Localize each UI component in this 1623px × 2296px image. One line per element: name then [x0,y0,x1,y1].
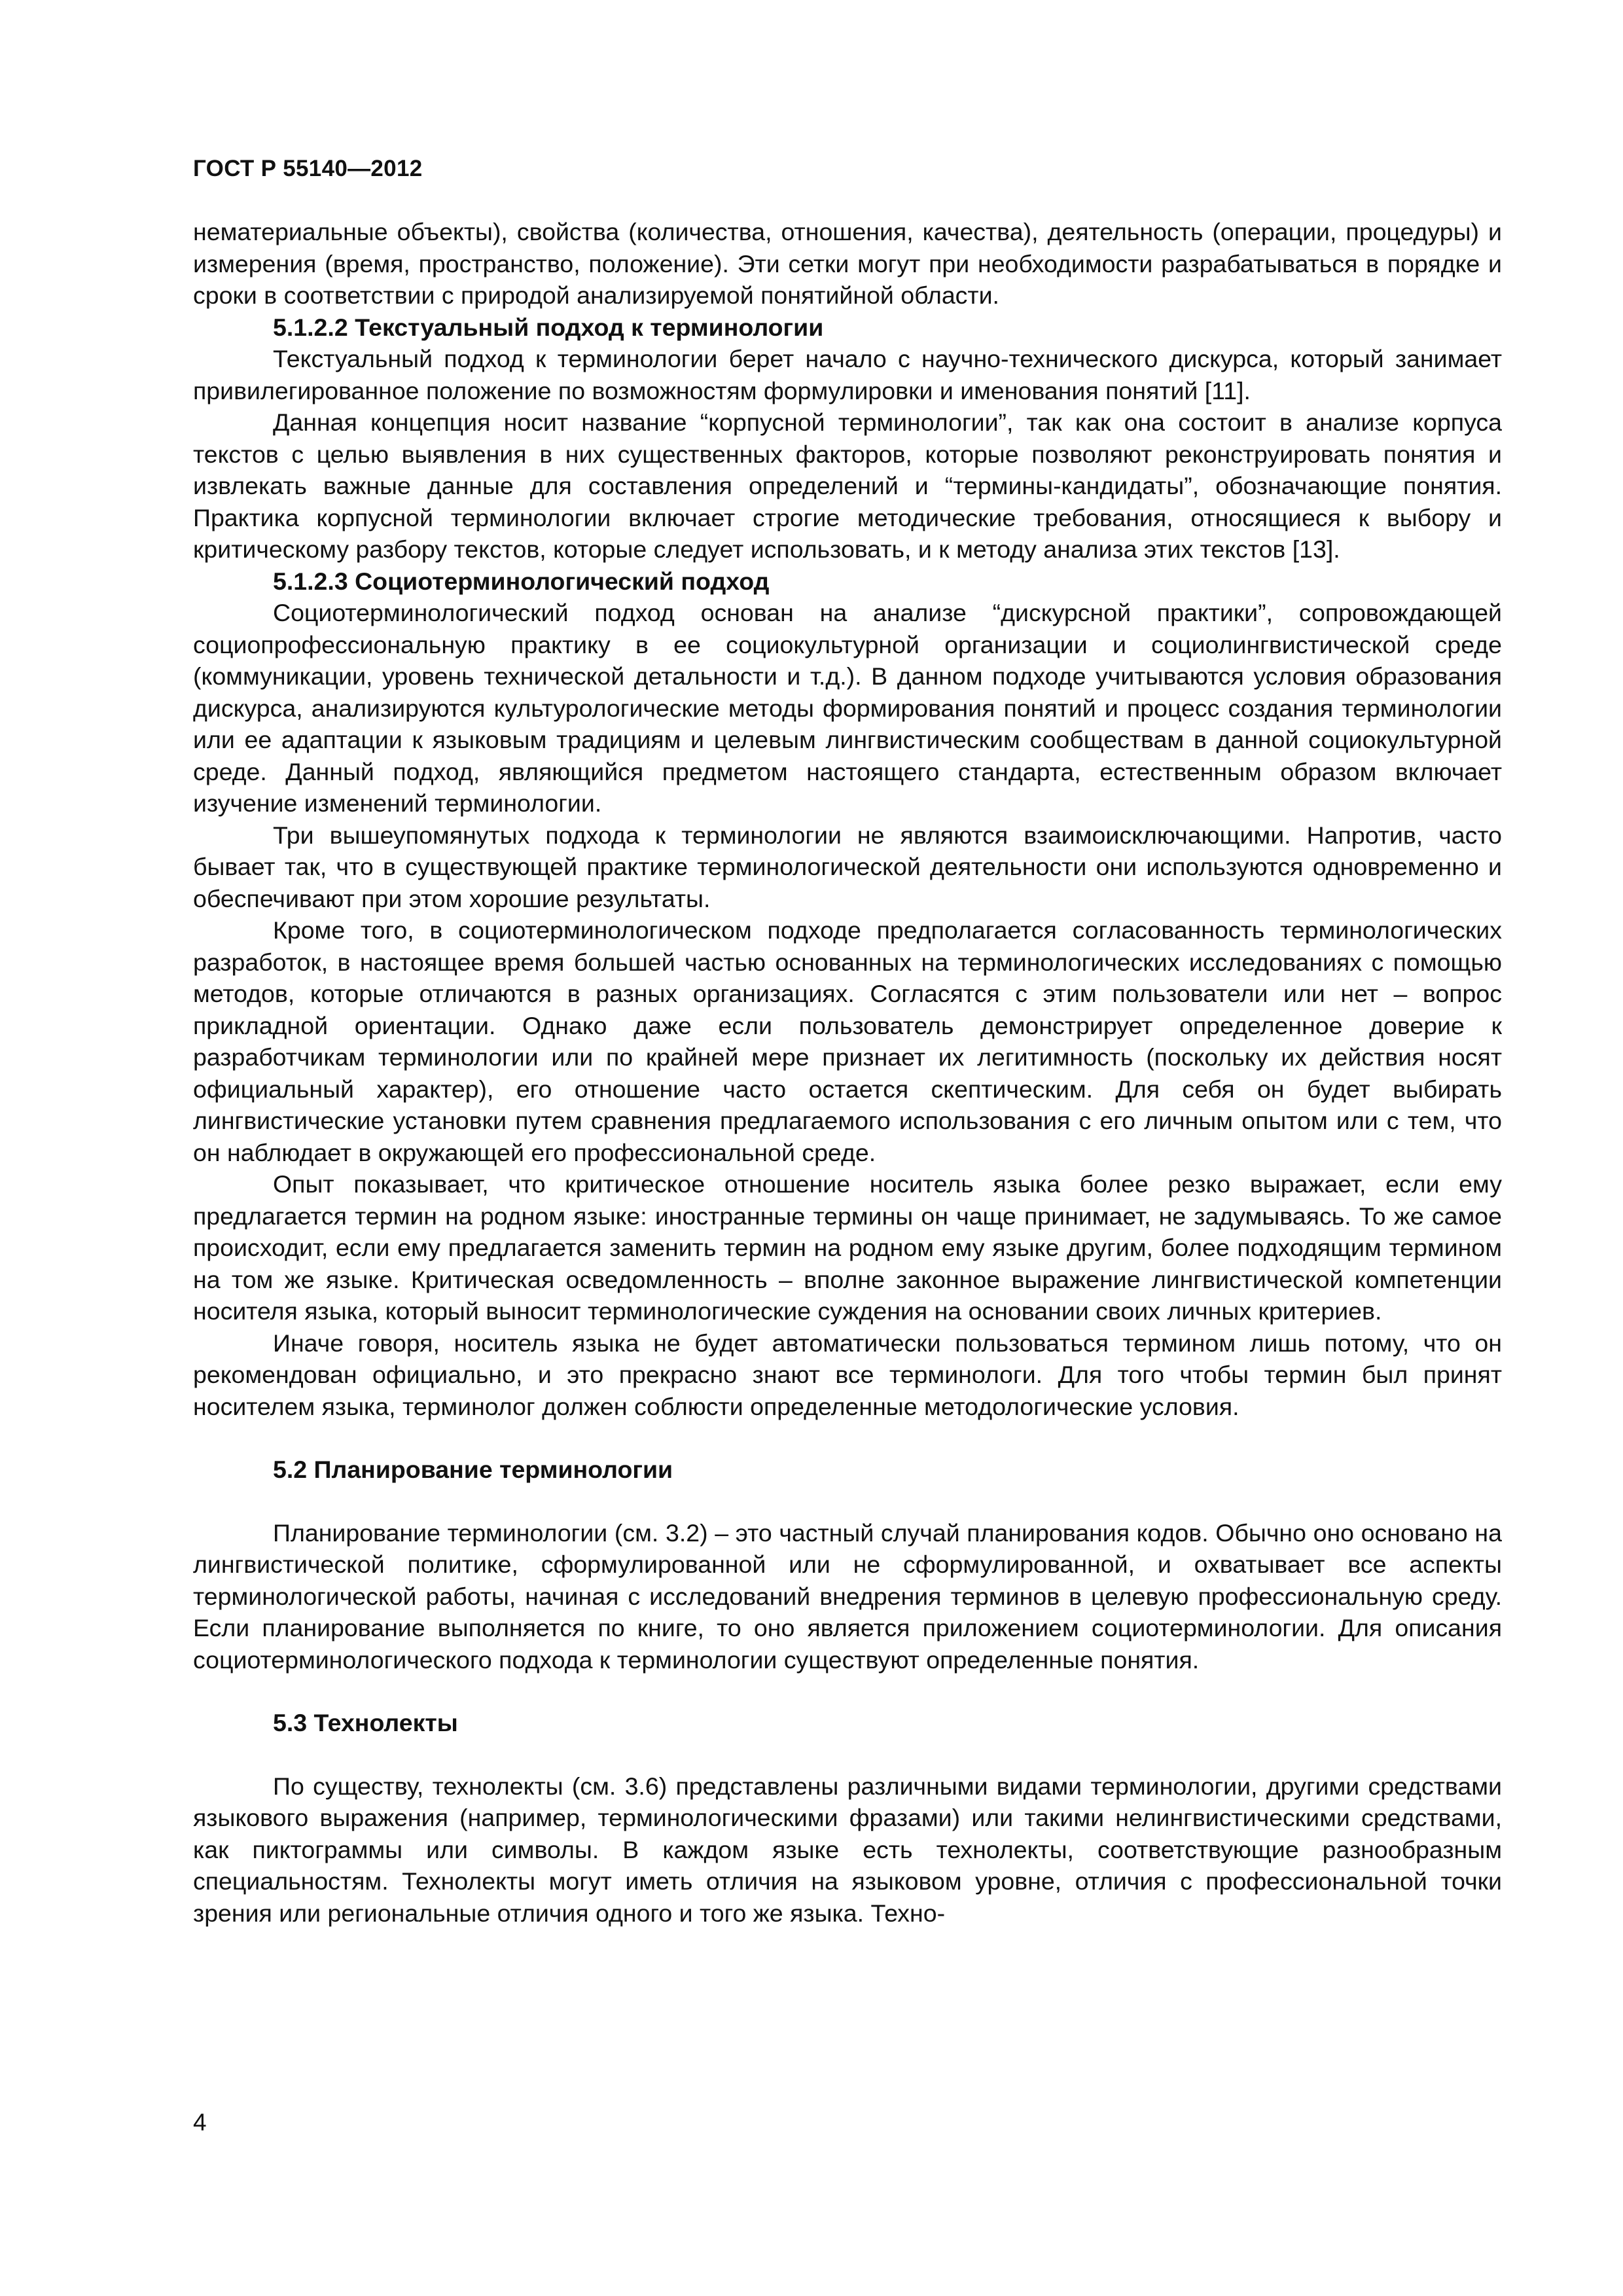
paragraph: По существу, технолекты (см. 3.6) представлены различными видами терминологии, другими средствами языкового выражения (например, терминологическими фразами) или такими нелингвистическими средствами, как пиктограммы или символы. В каждом языке есть технолекты, соответствующие разнообразным специальностям. Технолекты могут иметь отличия на языковом уровне, отличия с профессиональной точки зрения или региональные отличия одного и того же языка. Техно- [193,1772,1502,1927]
section-heading-5-2: 5.2 Планирование терминологии [273,1456,673,1483]
paragraph-continuation: нематериальные объекты), свойства (количества, отношения, качества), деятельность (операции, процедуры) и измерения (время, пространство, положение). Эти сетки могут при необходимости разрабатываться в порядке и сроки в соответствии с природой анализируемой понятийной области. [193,218,1502,309]
paragraph: Планирование терминологии (см. 3.2) – это частный случай планирования кодов. Обычно оно основано на лингвистической политике, сформулированной или не сформулированной, и охватывает все аспекты терминологической работы, начиная с исследований внедрения терминов в целевую профессиональную среду. Если планирование выполняется по книге, то оно является приложением социотерминологии. Для описания социотерминологического подхода к терминологии существуют определенные понятия. [193,1518,1502,1674]
paragraph: Три вышеупомянутых подхода к терминологии не являются взаимоисключающими. Напротив, часто бывает так, что в существующей практике терминологической деятельности они используются одновременно и обеспечивают при этом хорошие результаты. [193,821,1502,912]
paragraph: Данная концепция носит название “корпусной терминологии”, так как она состоит в анализе корпуса текстов с целью выявления в них существенных факторов, которые позволяют реконструировать понятия и извлекать важные данные для составления определений и “термины-кандидаты”, обозначающие понятия. Практика корпусной терминологии включает строгие методические требования, относящиеся к выбору и критическому разбору текстов, которые следует использовать, и к методу анализа этих текстов [13]. [193,408,1502,563]
section-heading-5-1-2-3: 5.1.2.3 Социотерминологический подход [273,567,770,595]
page-number: 4 [193,2109,207,2136]
paragraph: Текстуальный подход к терминологии берет начало с научно-технического дискурса, который занимает привилегированное положение по возможностям формулировки и именования понятий [11]. [193,345,1502,404]
paragraph: Опыт показывает, что критическое отношение носитель языка более резко выражает, если ему предлагается термин на родном языке: иностранные термины он чаще принимает, не задумываясь. То же самое происходит, если ему предлагается заменить термин на родном ему языке другим, более подходящим термином на том же языке. Критическая осведомленность – вполне законное выражение лингвистической компетенции носителя языка, который выносит терминологические суждения на основании своих личных критериев. [193,1170,1502,1325]
paragraph: Кроме того, в социотерминологическом подходе предполагается согласованность терминологических разработок, в настоящее время большей частью основанных на терминологических исследованиях с помощью методов, которые отличаются в разных организациях. Согласятся с этим пользователи или нет – вопрос прикладной ориентации. Однако даже если пользователь демонстрирует определенное доверие к разработчикам терминологии или по крайней мере признает их легитимность (поскольку их действия носят официальный характер), его отношение часто остается скептическим. Для себя он будет выбирать лингвистические установки путем сравнения предлагаемого использования с его личным опытом или с тем, что он наблюдает в окружающей его профессиональной среде. [193,916,1502,1166]
paragraph: Иначе говоря, носитель языка не будет автоматически пользоваться термином лишь потому, что он рекомендован официально, и это прекрасно знают все терминологи. Для того чтобы термин был принят носителем языка, терминолог должен соблюсти определенные методологические условия. [193,1329,1502,1420]
section-heading-5-3: 5.3 Технолекты [273,1709,458,1736]
section-heading-5-1-2-2: 5.1.2.2 Текстуальный подход к терминологии [273,313,824,341]
page-body [193,216,1502,1929]
paragraph: Социотерминологический подход основан на анализе “дискурсной практики”, сопровождающей социопрофессиональную практику в ее социокультурной организации и социолингвистической среде (коммуникации, уровень технической детальности и т.д.). В данном подходе учитываются условия образования дискурса, анализируются культурологические методы формирования понятий и процесс создания терминологии или ее адаптации к языковым традициям и целевым лингвистическим сообществам в данной социокультурной среде. Данный подход, являющийся предметом настоящего стандарта, естественным образом включает изучение изменений терминологии. [193,599,1502,817]
document-header: ГОСТ Р 55140—2012 [193,156,423,181]
